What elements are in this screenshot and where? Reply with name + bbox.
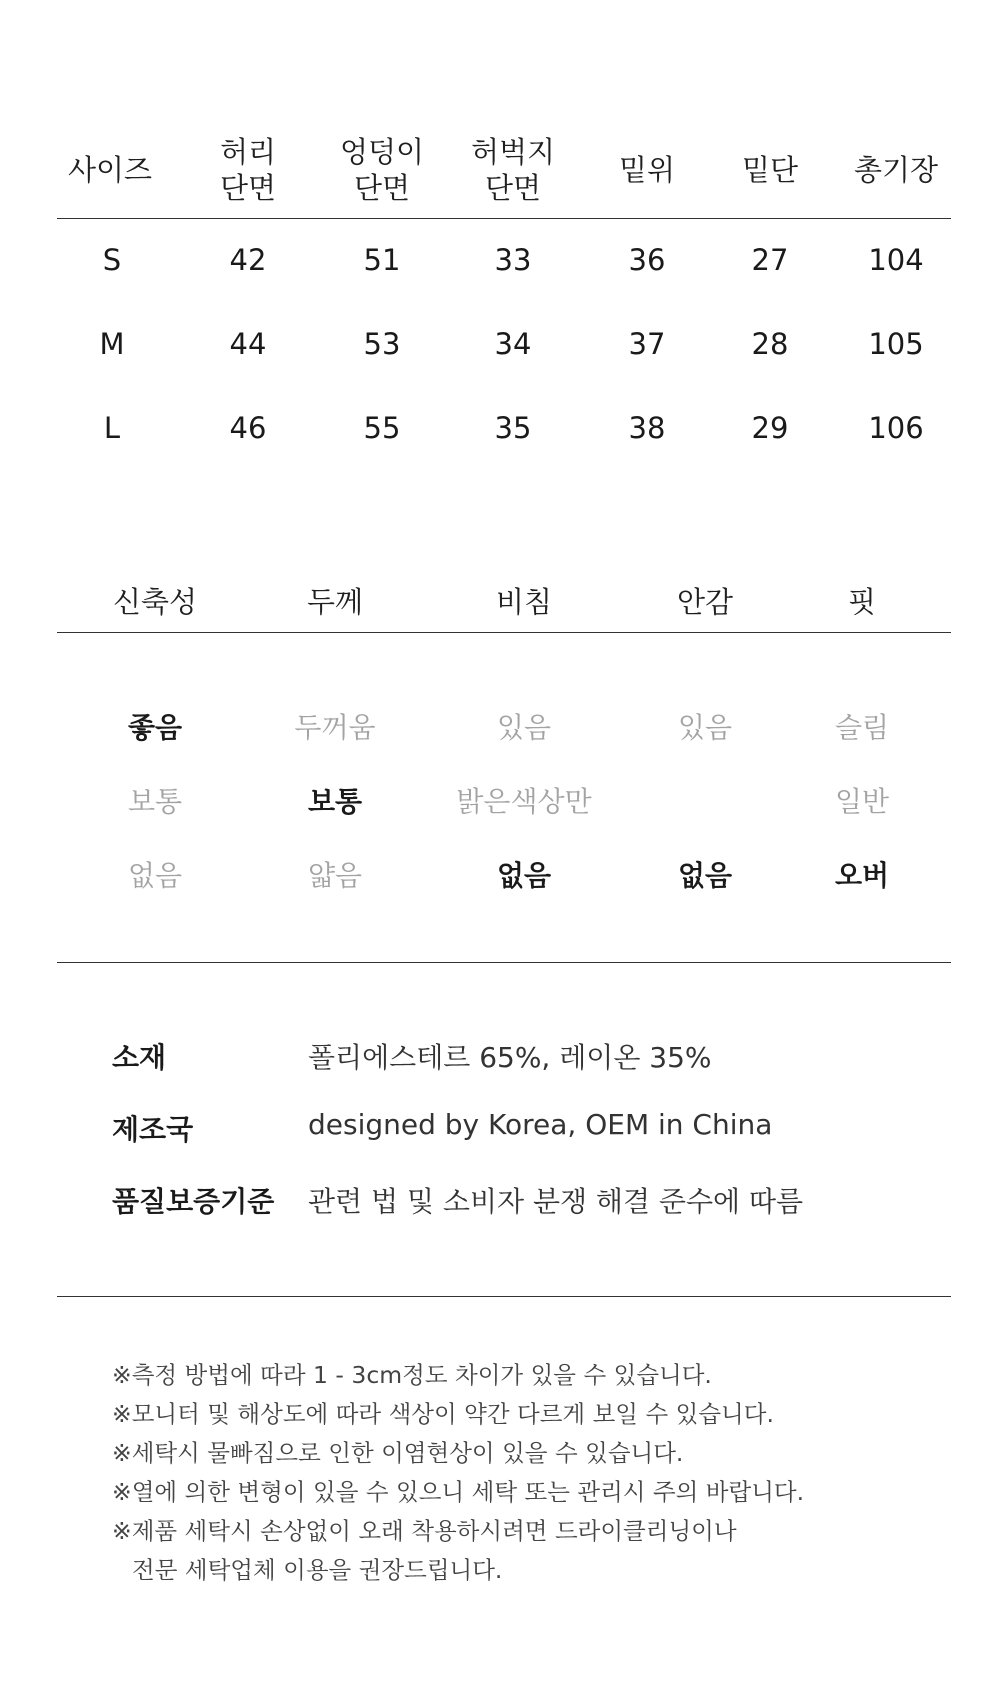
- fabric-header-lining: 안감: [676, 585, 734, 619]
- fabric-option: 없음: [127, 859, 183, 892]
- size-cell: S: [102, 243, 122, 277]
- fabric-option: 없음: [677, 859, 733, 892]
- note-line: ※모니터 및 해상도에 따라 색상이 약간 다르게 보일 수 있습니다.: [112, 1400, 774, 1428]
- size-cell: 29: [751, 411, 789, 445]
- header-waist: [220, 134, 276, 206]
- size-cell: 44: [229, 327, 267, 361]
- fabric-option: 두꺼움: [294, 711, 376, 744]
- size-cell: 34: [494, 327, 532, 361]
- size-cell: 27: [751, 243, 789, 277]
- section-divider: [57, 962, 951, 963]
- header-size-line1: 사이즈: [67, 153, 153, 187]
- fabric-option: 보통: [307, 785, 363, 818]
- size-cell: 37: [628, 327, 666, 361]
- header-thigh-line2: 단면: [484, 171, 542, 205]
- size-table-divider: [57, 218, 951, 219]
- header-waist-line1: 허리: [219, 135, 277, 169]
- detail-value-origin: designed by Korea, OEM in China: [308, 1108, 773, 1141]
- size-cell: 46: [229, 411, 267, 445]
- fabric-option: 좋음: [127, 711, 183, 744]
- fabric-option: 얇음: [307, 859, 363, 892]
- fabric-option: 슬림: [834, 711, 890, 744]
- fabric-header-fit: 핏: [847, 585, 877, 619]
- fabric-option: 일반: [834, 785, 890, 818]
- size-cell: 36: [628, 243, 666, 277]
- size-cell: 53: [363, 327, 401, 361]
- note-line: ※열에 의한 변형이 있을 수 있으니 세탁 또는 관리시 주의 바랍니다.: [112, 1478, 805, 1506]
- header-total-length: [854, 152, 938, 188]
- fabric-header-sheerness: 비침: [495, 585, 553, 619]
- header-hem-line1: 밑단: [741, 153, 799, 187]
- size-cell: 42: [229, 243, 267, 277]
- size-cell: 51: [363, 243, 401, 277]
- fabric-option: 오버: [834, 859, 890, 892]
- note-line: ※제품 세탁시 손상없이 오래 착용하시려면 드라이클리닝이나: [112, 1517, 737, 1545]
- size-cell: 33: [494, 243, 532, 277]
- header-rise-line1: 밑위: [618, 153, 676, 187]
- fabric-header-thickness: 두께: [306, 585, 364, 619]
- fabric-option: 밝은색상만: [456, 785, 592, 818]
- size-cell: 38: [628, 411, 666, 445]
- header-total-length-line1: 총기장: [853, 153, 939, 187]
- header-rise: [619, 152, 675, 188]
- detail-value-material: 폴리에스테르 65%, 레이온 35%: [308, 1041, 712, 1074]
- fabric-option: 있음: [496, 711, 552, 744]
- size-cell: 28: [751, 327, 789, 361]
- header-hem: [742, 152, 798, 188]
- fabric-info-divider: [57, 632, 951, 633]
- note-line: ※측정 방법에 따라 1 - 3cm정도 차이가 있을 수 있습니다.: [112, 1361, 712, 1389]
- header-thigh-line1: 허벅지: [470, 135, 556, 169]
- fabric-option: 보통: [127, 785, 183, 818]
- header-size: [68, 152, 152, 188]
- size-cell: L: [103, 411, 121, 445]
- note-line: ※세탁시 물빠짐으로 인한 이염현상이 있을 수 있습니다.: [112, 1439, 684, 1467]
- detail-label-quality-standard: 품질보증기준: [112, 1185, 275, 1218]
- header-thigh: [471, 134, 555, 206]
- size-cell: 35: [494, 411, 532, 445]
- section-divider: [57, 1296, 951, 1297]
- size-cell: 104: [868, 243, 924, 277]
- header-hip-line1: 엉덩이: [339, 135, 425, 169]
- fabric-header-stretch: 신축성: [112, 585, 198, 619]
- note-line: 전문 세탁업체 이용을 권장드립니다.: [132, 1556, 503, 1584]
- fabric-option: 있음: [677, 711, 733, 744]
- size-cell: 55: [363, 411, 401, 445]
- header-hip: [340, 134, 424, 206]
- header-hip-line2: 단면: [353, 171, 411, 205]
- header-waist-line2: 단면: [219, 171, 277, 205]
- detail-label-material: 소재: [112, 1041, 167, 1074]
- size-cell: M: [99, 327, 125, 361]
- detail-label-origin: 제조국: [112, 1113, 194, 1146]
- fabric-option: 없음: [496, 859, 552, 892]
- size-cell: 105: [868, 327, 924, 361]
- size-cell: 106: [868, 411, 924, 445]
- detail-value-quality-standard: 관련 법 및 소비자 분쟁 해결 준수에 따름: [308, 1185, 804, 1218]
